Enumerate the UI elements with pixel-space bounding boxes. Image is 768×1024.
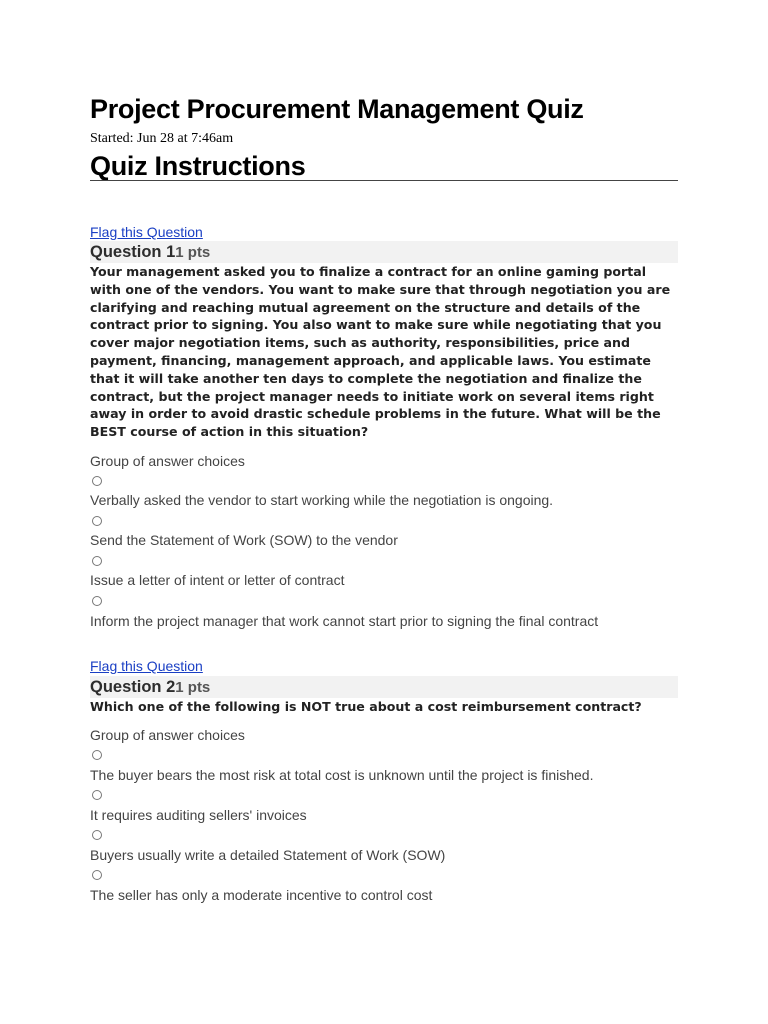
question-1-header — [90, 241, 678, 263]
question-2-answer-3-radio[interactable] — [92, 830, 102, 840]
question-2-answer-4-label[interactable]: The seller has only a moderate incentive to control cost — [90, 887, 433, 903]
flag-question-1-link[interactable]: Flag this Question — [90, 224, 203, 240]
question-2-name: Question 2 — [90, 677, 176, 696]
question-2-answer-1-radio[interactable] — [92, 750, 102, 760]
heading-divider — [90, 180, 678, 181]
question-1-points: 1 pts — [175, 243, 211, 261]
question-1-text: Your management asked you to finalize a contract for an online gaming portal with one of the vendors. You want to make sure that through negotiation you are clarifying and reaching mutual agreement on the structure and details of the contract prior to signing. You also want to make sure while negotiating that you cover major negotiation items, such as authority, responsibilities, price and payment, financing, management approach, and applicable laws. You estimate that it will take another ten days to complete the negotiation and finalize the contract, but the project manager needs to initiate work on several items right away in order to avoid drastic schedule problems in the future. What will be the BEST course of action in this situation? — [90, 264, 671, 440]
question-1-answer-1-radio[interactable] — [92, 476, 102, 486]
question-2-answer-4-radio[interactable] — [92, 870, 102, 880]
question-1-answer-4-label[interactable]: Inform the project manager that work cannot start prior to signing the final contract — [90, 613, 599, 629]
question-2-group-label: Group of answer choices — [90, 727, 245, 743]
question-1-answer-2-label[interactable]: Send the Statement of Work (SOW) to the vendor — [90, 532, 398, 548]
question-2-header — [90, 676, 678, 698]
question-2-answer-1-label[interactable]: The buyer bears the most risk at total cost is unknown until the project is finished. — [90, 767, 594, 783]
question-1-answer-2-radio[interactable] — [92, 516, 102, 526]
question-2-answer-2-label[interactable]: It requires auditing sellers' invoices — [90, 807, 307, 823]
question-2-answer-2-radio[interactable] — [92, 790, 102, 800]
question-1-group-label: Group of answer choices — [90, 453, 245, 469]
question-1-answer-4-radio[interactable] — [92, 596, 102, 606]
quiz-title: Project Procurement Management Quiz — [90, 94, 584, 124]
flag-question-2-link[interactable]: Flag this Question — [90, 658, 203, 674]
question-1-answer-3-radio[interactable] — [92, 556, 102, 566]
started-timestamp: Started: Jun 28 at 7:46am — [90, 131, 234, 146]
question-1-name: Question 1 — [90, 242, 176, 261]
question-1-answer-1-label[interactable]: Verbally asked the vendor to start working while the negotiation is ongoing. — [90, 492, 554, 508]
question-2-answer-3-label[interactable]: Buyers usually write a detailed Statement of Work (SOW) — [90, 847, 446, 863]
instructions-heading: Quiz Instructions — [90, 151, 306, 181]
question-2-points: 1 pts — [175, 678, 211, 696]
question-2-text: Which one of the following is NOT true about a cost reimbursement contract? — [90, 699, 642, 714]
question-1-answer-3-label[interactable]: Issue a letter of intent or letter of contract — [90, 572, 345, 588]
